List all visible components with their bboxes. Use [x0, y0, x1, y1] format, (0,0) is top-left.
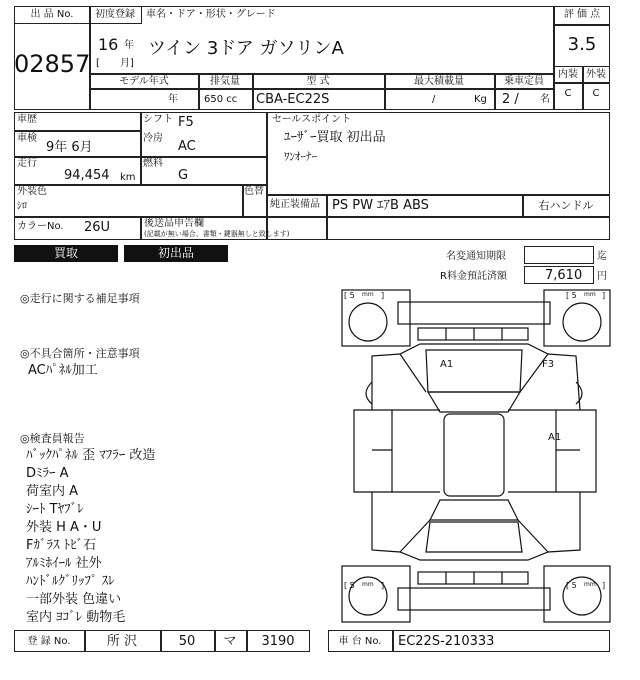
body-outline [354, 344, 596, 560]
tire-frame-br [544, 566, 610, 622]
first-listing-badge: 初出品 [124, 245, 228, 262]
chassis-div [392, 630, 394, 652]
inspector-item: 外装 H A・U [26, 520, 102, 535]
interior-label: 内装 [558, 69, 578, 80]
interior-grade: C [564, 88, 572, 99]
tire-circle-tl [349, 303, 387, 341]
rear-window [430, 500, 518, 520]
inspection-label: 車検 [17, 133, 37, 144]
model-year-unit: 年 [168, 94, 178, 105]
registration-label: 登 録 No. [27, 636, 71, 647]
ac-label: 冷房 [143, 133, 163, 144]
rear-bumper [398, 588, 550, 610]
roof [444, 414, 504, 496]
inspector-item: ﾊﾞｯｸﾊﾟﾈﾙ 歪 ﾏﾌﾗｰ 改造 [26, 448, 156, 463]
tire-label-tl: [ 5 [344, 291, 355, 300]
inspector-item: ｼｰﾄ Tﾔﾌﾞﾚ [26, 502, 84, 517]
registration-class: 50 [178, 634, 196, 649]
score-label: 評 価 点 [563, 9, 601, 20]
first-reg-year-unit: 年 [124, 40, 134, 51]
fuel-value: G [178, 168, 189, 183]
inspection-value: 9年 6月 [46, 140, 93, 155]
exterior-color-value: ｼﾛ [17, 201, 27, 212]
sales-point-1: ﾕｰｻﾞｰ買取 初出品 [284, 130, 386, 145]
first-reg-month-open: [ [96, 58, 100, 69]
inspector-item: ﾊﾝﾄﾞﾙｸﾞﾘｯﾌﾟ ｽﾚ [26, 574, 115, 589]
ac-value: AC [178, 139, 196, 154]
exterior-grade: C [592, 88, 600, 99]
defects-item: ACﾊﾟﾈﾙ加工 [28, 363, 98, 378]
shift-value: F5 [178, 115, 194, 130]
lot-no-label: 出 品 No. [30, 9, 74, 20]
mirror-left [366, 382, 372, 404]
color-no-label: カラーNo. [17, 221, 64, 232]
driving-heading: ◎走行に関する補足事項 [20, 292, 140, 305]
type-label: 型 式 [306, 76, 330, 87]
color-no-value: 26U [84, 220, 111, 235]
tire-label-br: [ 5 [566, 581, 577, 590]
fuel-label: 燃料 [143, 158, 163, 169]
capacity-unit: 名 [540, 94, 550, 105]
post-report-label: 後送品申告欄 [144, 218, 204, 229]
car-name: ツイン 3ドア ガソリンA [148, 38, 344, 59]
first-reg-month-unit: 月] [120, 58, 134, 69]
displacement: 650 cc [204, 94, 238, 105]
exterior-label: 外装 [586, 69, 606, 80]
max-load-slash: / [432, 94, 436, 105]
rear-garnish [418, 572, 528, 584]
inspector-item: ｱﾙﾐﾎｲｰﾙ 社外 [26, 556, 102, 571]
registration-number: 3190 [261, 634, 295, 649]
tire-circle-tr [563, 303, 601, 341]
damage-mark-f3: F3 [542, 359, 555, 370]
sales-point-2: ﾜﾝｵｰﾅｰ [284, 150, 317, 163]
inspector-item: 室内 ﾖｺﾞﾚ 動物毛 [26, 610, 126, 625]
damage-mark-a1-side: A1 [548, 432, 562, 443]
sales-point-label: セールスポイント [272, 114, 352, 125]
tire-note-tl: mm [362, 291, 374, 298]
capacity-label: 乗車定員 [504, 76, 544, 87]
tire-label-tr: [ 5 [566, 291, 577, 300]
first-reg-year: 16 [98, 35, 119, 54]
max-load-unit: Kg [474, 94, 487, 105]
windshield [428, 392, 520, 412]
first-reg-label: 初度登録 [95, 9, 135, 20]
displacement-label: 排気量 [210, 76, 240, 87]
exterior-color-label: 外装色 [17, 186, 47, 197]
model-year-label: モデル年式 [119, 76, 169, 87]
shift-label: シフト [143, 114, 173, 125]
buyout-badge: 買取 [14, 245, 118, 262]
capacity: 2 / [502, 92, 519, 107]
mileage-unit: km [120, 172, 136, 183]
tire-note-bl: mm [362, 581, 374, 588]
mileage-value: 94,454 [64, 168, 110, 183]
name-change-unit: 迄 [597, 251, 607, 262]
equipment-value: PS PW ｴｱB ABS [332, 198, 429, 213]
tire-bracket-tl: ] [381, 291, 385, 300]
defects-heading: ◎不具合箇所・注意事項 [20, 347, 140, 360]
inspector-item: 荷室内 A [26, 484, 79, 499]
color-change-label: 色替 [244, 186, 264, 197]
tire-label-bl: [ 5 [344, 581, 355, 590]
tire-note-tr: mm [584, 291, 596, 298]
tire-note-br: mm [584, 581, 596, 588]
car-name-label: 車名・ドア・形状・グレード [146, 9, 276, 20]
registration-kana: マ [223, 634, 237, 649]
registration-office: 所 沢 [106, 634, 138, 649]
post-report-note: (記載が無い場合、書類・鍵器無しと致します) [144, 230, 290, 238]
equipment-label: 純正装備品 [270, 199, 320, 210]
tire-bracket-br: ] [602, 581, 606, 590]
tire-bracket-tr: ] [602, 291, 606, 300]
front-grille [418, 328, 528, 340]
name-change-label: 名変通知期限 [446, 251, 506, 262]
inspector-item: 一部外装 色違い [26, 592, 122, 607]
lot-no: 02857 [14, 50, 91, 78]
max-load-label: 最大積載量 [414, 76, 464, 87]
inspector-item: Dﾐﾗｰ A [26, 466, 69, 481]
history-label: 車歴 [17, 114, 37, 125]
chassis-label: 車 台 No. [338, 636, 382, 647]
recycle-amount: 7,610 [545, 268, 583, 283]
mileage-label: 走行 [17, 158, 37, 169]
score-value: 3.5 [567, 34, 597, 55]
tire-bracket-bl: ] [381, 581, 385, 590]
model-type: CBA-EC22S [256, 92, 330, 107]
hood [426, 350, 522, 392]
trunk [426, 522, 522, 552]
recycle-unit: 円 [597, 271, 607, 282]
inspector-heading: ◎検査員報告 [20, 432, 85, 445]
steering-value: 右ハンドル [538, 199, 594, 212]
front-bumper [398, 302, 550, 324]
chassis-number: EC22S-210333 [398, 634, 495, 649]
inspector-item: Fｶﾞﾗｽ ﾄﾋﾞ石 [26, 538, 97, 553]
recycle-label: R料金預託済額 [440, 271, 507, 282]
damage-mark-a1-front: A1 [440, 359, 454, 370]
